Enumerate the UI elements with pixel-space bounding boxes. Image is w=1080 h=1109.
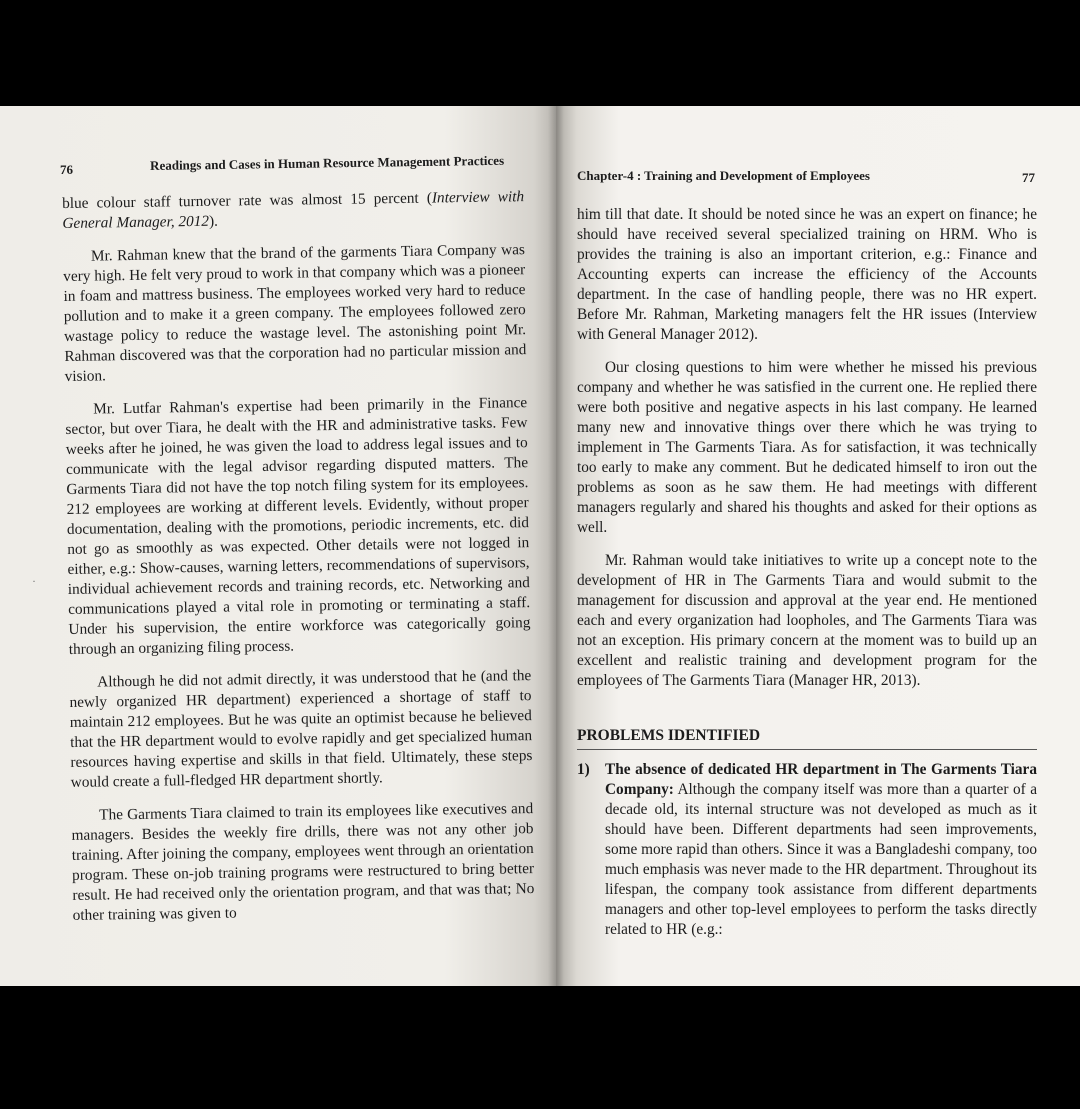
paragraph: Mr. Rahman knew that the brand of the garments Tiara Company was very high. He felt very proud to work in that company which was a pioneer in foam and mattress business. The employees worked very hard to reduce pollution and to make it a green company. The employees followed zero wastage policy to reduce the wastage level. The astonishing point Mr. Rahman discovered was that the corporation had no particular mission and vision. (63, 241, 527, 385)
paragraph: Mr. Lutfar Rahman's expertise had been primarily in the Finance sector, but over Tiara, he dealt with the HR and administrative tasks. Few weeks after he joined, he was given the load to address legal issues and to communicate with the legal advisor regarding disputed matters. The Garments Tiara did not have the top notch filing system for its employees. 212 employees are working at different levels. Evidently, without proper documentation, dealing with the promotions, periodic increments, etc. did not go as smoothly as was expected. Other details were not logged in either, e.g.: Show-causes, warning letters, recommendations of supervisors, individual achievement records and training records, etc. Networking and communications played a vital role in promoting or terminating a staff. Under his supervision, the entire workforce was categorically going through an organizing filing process. (65, 394, 531, 658)
left-page (0, 106, 556, 986)
margin-mark: · (32, 574, 36, 588)
list-item-text: The absence of dedicated HR department in The Garments Tiara Company: Although the company itself was more than a quarter of a decade old, its internal structure was not developed as much as it should have been. Different departments had seen improvements, some more rapid than others. Since it was a Bangladeshi company, too much emphasis was never made to the HR department. Throughout its lifespan, the company took assistance from different departments managers and other top-level employees to perform the tasks directly related to HR (e.g.: (605, 761, 1037, 938)
book-gutter (548, 106, 564, 986)
paragraph: him till that date. It should be noted since he was an expert on finance; he should have received several specialized training on HRM. Who is provides the training is also an important criterion, e.g.: Finance and Accounting experts can increase the efficiency of the Accounts department. In the case of handling people, there was no HR expert. Before Mr. Rahman, Marketing managers felt the HR issues (Interview with General Manager 2012). (577, 206, 1037, 343)
list-number: 1) (577, 761, 590, 778)
paragraph: blue colour staff turnover rate was almost 15 percent (Interview with General Manager, 2012). (62, 188, 525, 232)
body-text (577, 205, 1037, 940)
running-header: Readings and Cases in Human Resource Management Practices (150, 152, 505, 173)
paragraph: Mr. Rahman would take initiatives to write up a concept note to the development of HR in The Garments Tiara and would submit to the management for discussion and approval at the year end. He mentioned each and every organization had loopholes, and The Garments Tiara was not an exception. His primary concern at the moment was to build up an excellent and realistic training and development program for the employees of The Garments Tiara (Manager HR, 2013). (577, 552, 1037, 689)
page-number: 77 (1022, 170, 1035, 185)
paragraph: Our closing questions to him were whether he missed his previous company and whether he was satisfied in the current one. He replied there were both positive and negative aspects in his last company. He learned many new and innovative things over there which he was trying to implement in The Garments Tiara. As for satisfaction, it was technically too early to make any comment. But he dedicated himself to iron out the problems as soon as he saw them. He had meetings with different managers regularly and shared his thoughts and asked for their options as well. (577, 359, 1037, 536)
paragraph: The Garments Tiara claimed to train its employees like executives and managers. Besides the weekly fire drills, there was not any other job training. After joining the company, employees went through an orientation program. These on-job training programs were restructured to bring better result. He had received only the orientation program, and that was that; No other training was given to (71, 800, 535, 924)
list-item (577, 760, 1037, 940)
body-text (62, 187, 535, 939)
running-header: Chapter-4 : Training and Development of Employees (577, 168, 870, 183)
book-spread (0, 106, 1080, 986)
paragraph: Although he did not admit directly, it was understood that he (and the newly organized HR department) experienced a shortage of staff to maintain 212 employees. But he was quite an optimist because he believed that the HR department would to evolve rapidly and get specialized human resources having expertise and skills in that field. Ultimately, these steps would create a full-fledged HR department shortly. (69, 667, 533, 791)
page-number: 76 (60, 162, 73, 177)
section-heading: PROBLEMS IDENTIFIED (577, 726, 1037, 750)
right-page (556, 106, 1080, 986)
